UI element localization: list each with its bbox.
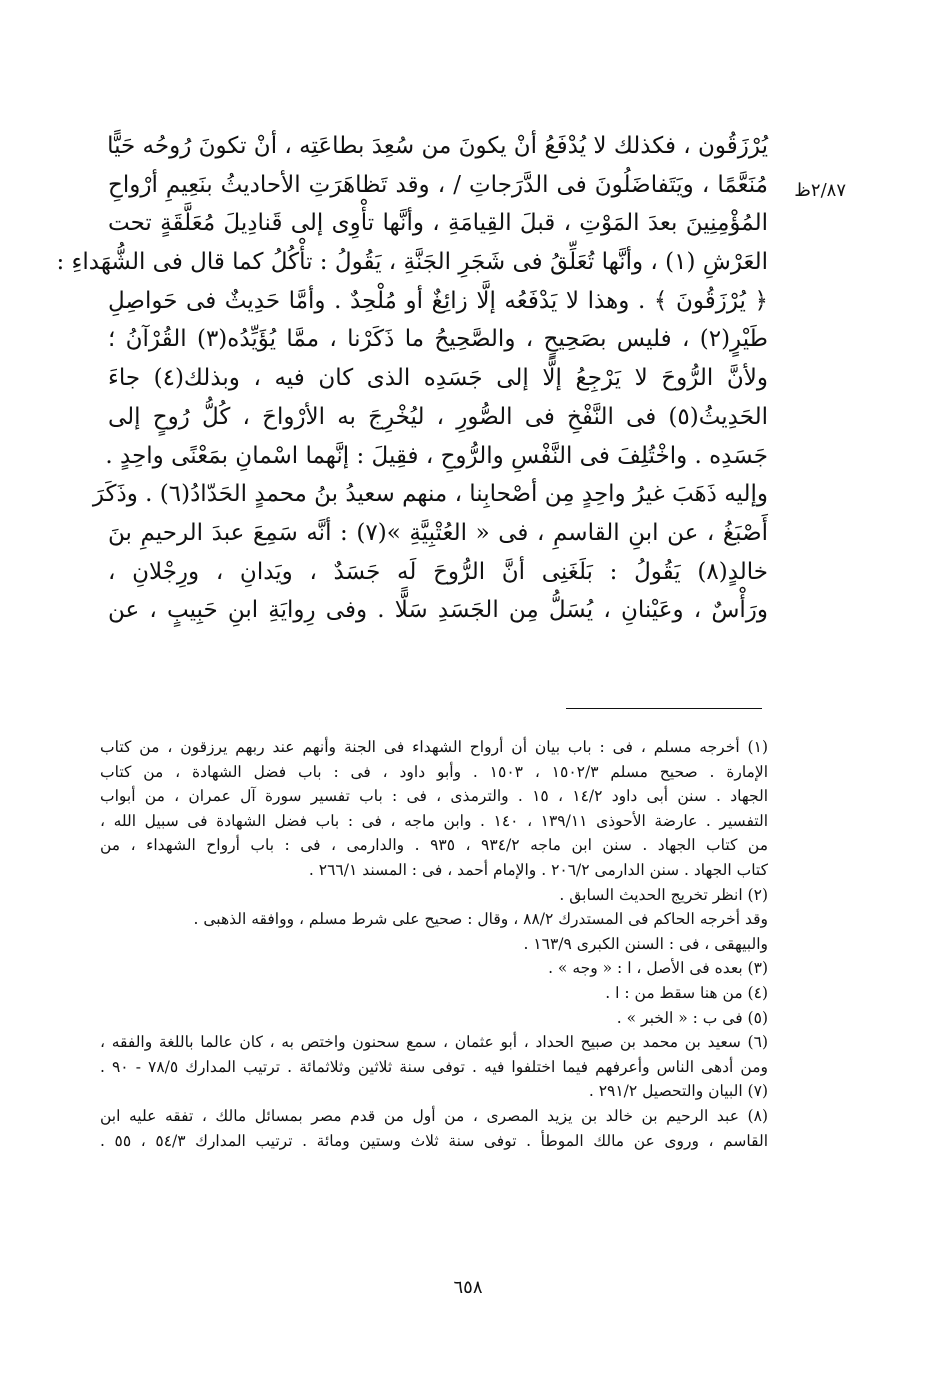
footnote-line: (٧) البيان والتحصيل ٢٩١/٢ . (588, 1082, 768, 1101)
page-number: ٦٥٨ (453, 1277, 483, 1298)
main-text-line: أَصْبَغُ ، عن ابنِ القاسمِ ، فى « العُتْبِيَّةِ »(٧) : أنَّه سَمِعَ عبدَ الرحيمِ بنَ (108, 519, 768, 546)
margin-manuscript-reference: ٢/٨٧ظ (794, 180, 846, 201)
main-text-line: خالدٍ(٨) يَقُولُ : بَلَغَنِى أنَّ الرُّوحَ لَه جَسَدٌ ، ويَدانِ ، ورِجْلانِ ، (108, 558, 768, 585)
main-text-line: العَرْشِ (١) ، وأنَّها تُعَلِّقُ فى شَجَرِ الجَنَّةِ ، يَقُولُ : تأْكُلُ كما قال فى الشُّهَداءِ : (56, 249, 768, 276)
footnotes-section (100, 735, 768, 1153)
footnote-line: (٢) انظر تخريج الحديث السابق . (559, 885, 768, 904)
footnote-line: القاسم ، وروى عن مالك الموطأ . توفى سنة ثلاث وستين ومائة . ترتيب المدارك ٥٤/٣ ، ٥٥ . (100, 1131, 769, 1150)
main-text-line: جَسَدِه . واخْتُلِفَ فى النَّفْسِ والرُّوحِ ، فقِيلَ : إنَّهما اسْمانِ بمَعْنًى واحِدٍ . (105, 442, 768, 469)
footnote-line: (٤) من هنا سقط من : ا . (605, 983, 768, 1002)
main-text-line: ولأنَّ الرُّوحَ لا يَرْجِعُ إلَّا إلى جَسَدِه الذى كان فيه ، وبذلك(٤) جاءَ (108, 365, 768, 392)
footnote-line: كتاب الجهاد . سنن الدارمى ٢٠٦/٢ . والإمام أحمد ، فى : المسند ٢٦٦/١ . (308, 860, 768, 879)
footnote-line: من كتاب الجهاد . سنن ابن ماجه ٩٣٤/٢ ، ٩٣٥ . والدارمى ، فى : باب أرواح الشهداء ، من (100, 836, 768, 855)
main-text-line: ورَأْسٌ ، وعَيْنانِ ، يُسَلُّ مِن الجَسَدِ سَلًّا . وفى رِوايَةِ ابنِ حَبِيبٍ ، عن (108, 597, 768, 624)
main-text-line: المُؤْمِنِينَ بعدَ المَوْتِ ، قبلَ القِيامَةِ ، وأنَّها تأْوِى إلى قَنادِيلَ مُعَلَّقَةٍ تحت (108, 210, 768, 237)
footnote-line: (٨) عبد الرحيم بن خالد بن يزيد المصرى ، من أول من قدم مصر بمسائل مالك ، تفقه عليه ابن (100, 1106, 768, 1125)
footnote-line: وقد أخرجه الحاكم فى المستدرك ٨٨/٢ ، وقال : صحيح على شرط مسلم ، ووافقه الذهبى . (193, 910, 768, 929)
footnote-separator-rule (566, 708, 762, 709)
footnote-line: (١) أخرجه مسلم ، فى : باب بيان أن أرواح الشهداء فى الجنة وأنهم عند ربهم يرزقون ، من كتاب (100, 738, 768, 756)
footnote-line: (٥) فى ب : « الخبر » . (616, 1008, 768, 1027)
footnote-line: التفسير . عارضة الأحوذى ١٣٩/١١ ، ١٤٠ . وابن ماجه ، فى : باب فضل الشهادة فى سبيل الله ، (100, 811, 769, 830)
main-text-line: الحَدِيثُ(٥) فى النَّفْخِ فى الصُّورِ ، ليُخْرِجَ به الأرْواحَ ، كُلُّ رُوحٍ إلى (108, 403, 768, 430)
footnote-line: (٣) بعده فى الأصل ، ا : « وجه » . (548, 959, 768, 978)
footnote-line: ومن أدهى الناس وأعرفهم فيما اختلفوا فيه . توفى سنة ثلاثين وثلاثمائة . ترتيب المدارك ٧٨/٥ - ٩٠ . (100, 1057, 768, 1076)
main-text-line: مُنَعَّمًا ، ويَتَفاضَلُونَ فى الدَّرَجاتِ / ، وقد تَظاهَرَتِ الأحاديثُ بنَعِيمِ أرْواحِ (108, 171, 768, 198)
footnote-line: (٦) سعيد بن محمد بن صبيح الحداد ، أبو عثمان ، سمع سحنون واختص به ، كان عالما باللغة والفقه ، (100, 1033, 768, 1052)
main-text-body (56, 127, 768, 630)
main-text-line: يُرْزَقُون ، فكذلك لا يُدْفَعُ أنْ يكونَ من سُعِدَ بطاعَتِه ، أنْ تكونَ رُوحُه حَيًّا (107, 133, 768, 159)
footnote-line: والبيهقى ، فى : السنن الكبرى ١٦٣/٩ . (523, 934, 768, 953)
footnote-line: الإمارة . صحيح مسلم ١٥٠٢/٣ ، ١٥٠٣ . وأبو داود ، فى : باب فضل الشهادة ، من كتاب (100, 762, 769, 781)
main-text-line: ﴿ يُرْزَقُونَ ﴾ . وهذا لا يَدْفَعُه إلَّا زائِغٌ أو مُلْحِدٌ . وأمَّا حَدِيثٌ فى حَواصِلِ (108, 287, 768, 314)
main-text-line: وإليه ذَهَبَ غيرُ واحِدٍ مِن أصْحابِنا ، منهم سعيدُ بنُ محمدٍ الحَدّادُ(٦) . وذَكَرَ (92, 481, 768, 508)
main-text-line: طَيْرٍ(٢) ، فليس بصَحِيحٍ ، والصَّحِيحُ ما ذَكَرْنا ، ممَّا يُؤَيِّدُه(٣) القُرْآنُ ؛ (108, 326, 768, 353)
footnote-line: الجهاد . سنن أبى داود ١٤/٢ ، ١٥ . والترمذى ، فى : باب تفسير سورة آل عمران ، من أبواب (100, 787, 769, 806)
